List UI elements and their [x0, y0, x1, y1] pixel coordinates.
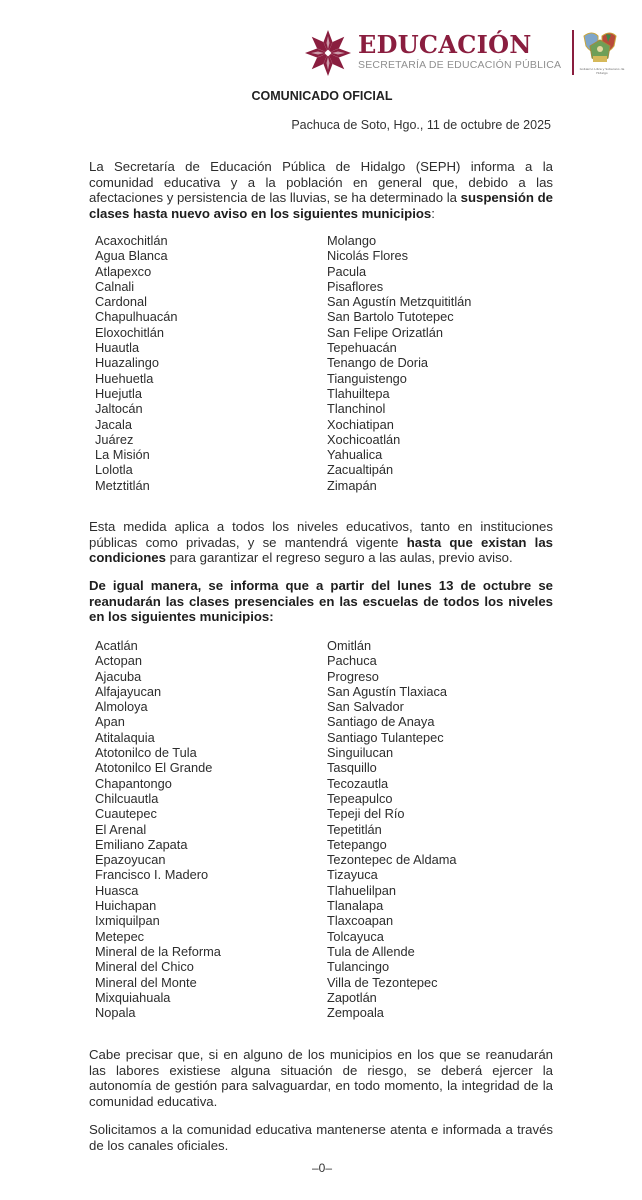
- municipality-item: Tecozautla: [327, 775, 389, 791]
- municipality-item: Acaxochitlán: [95, 233, 168, 248]
- intro-end: :: [431, 205, 435, 221]
- end-mark: –0–: [311, 1161, 333, 1175]
- risk-note: Cabe precisar que, si en alguno de los municipios en los que se reanudarán las labores existiese alguna situación de riesgo, se deberá ejercer la autonomía de gestión para salvaguardar, en todo momento, la integridad de la comunidad educativa.: [89, 1047, 553, 1109]
- municipality-item: Acatlán: [95, 638, 138, 653]
- municipality-item: Jaltocán: [95, 401, 143, 417]
- municipality-item: Tezontepec de Aldama: [327, 852, 457, 868]
- municipality-item: San Felipe Orizatlán: [327, 324, 443, 340]
- municipality-item: Atitalaquia: [95, 729, 155, 745]
- municipality-item: Tlanchinol: [327, 401, 386, 417]
- municipality-item: Tlanalapa: [327, 898, 384, 914]
- municipality-item: Villa de Tezontepec: [327, 974, 438, 990]
- measure-text: Esta medida aplica a todos los niveles educativos, tanto en instituciones públicas como privadas, y se mantendrá vigente: [89, 519, 553, 550]
- municipality-item: Alfajayucan: [95, 683, 162, 699]
- municipality-item: Mineral del Monte: [95, 974, 197, 990]
- brand-subtitle: SECRETARÍA DE EDUCACIÓN PÚBLICA: [358, 59, 562, 71]
- municipality-item: Tulancingo: [327, 959, 390, 975]
- municipality-item: Yahualica: [327, 447, 383, 463]
- resumed-list-col2: [327, 638, 456, 1020]
- closing-paragraph: Solicitamos a la comunidad educativa mantenerse atenta e informada a través de los canales oficiales.: [89, 1122, 553, 1153]
- municipality-item: Pacula: [327, 263, 367, 279]
- municipality-item: Huejutla: [95, 385, 142, 401]
- municipality-item: Atotonilco El Grande: [95, 760, 213, 776]
- municipality-item: Nicolás Flores: [327, 248, 409, 264]
- municipality-item: Omitlán: [327, 638, 372, 653]
- municipality-item: Chilcuautla: [95, 790, 159, 806]
- municipality-item: Atlapexco: [95, 263, 152, 279]
- municipality-item: Tianguistengo: [327, 370, 407, 386]
- municipality-item: Huautla: [95, 340, 140, 356]
- municipality-item: Cardonal: [95, 294, 147, 310]
- municipality-item: Tetepango: [327, 836, 387, 852]
- measure-bold-text: hasta que existan las condiciones: [89, 534, 554, 565]
- municipality-item: Singuilucan: [327, 745, 394, 761]
- municipality-item: Emiliano Zapata: [95, 836, 188, 852]
- municipality-item: Tasquillo: [327, 760, 377, 776]
- municipality-item: Atotonilco de Tula: [95, 745, 197, 761]
- municipality-item: Almoloya: [95, 699, 148, 715]
- measure-end: para garantizar el regreso seguro a las aulas, previo aviso.: [165, 550, 513, 565]
- header-divider: [572, 30, 574, 75]
- municipality-item: Epazoyucan: [95, 852, 166, 868]
- hidalgo-coat-of-arms-icon: [580, 28, 620, 68]
- shield-caption: Gobierno Libre y Soberano de Hidalgo: [579, 67, 625, 75]
- municipality-item: Tepeji del Río: [327, 806, 405, 822]
- star-logo-icon: [303, 28, 353, 78]
- municipality-item: Zempoala: [327, 1005, 384, 1021]
- municipality-item: Ixmiquilpan: [95, 913, 160, 929]
- municipality-item: Tlahuiltepa: [327, 385, 390, 401]
- intro-text: La Secretaría de Educación Pública de Hidalgo (SEPH) informa a la comunidad educativa y a la población en general que, debido a las afectaciones y persistencia de las lluvias, se ha determinado la: [89, 159, 553, 205]
- municipality-item: Lolotla: [95, 462, 133, 478]
- municipality-item: Huazalingo: [95, 355, 160, 371]
- municipality-item: Francisco I. Madero: [95, 867, 209, 883]
- municipality-item: Tlahuelilpan: [327, 882, 397, 898]
- dateline: Pachuca de Soto, Hgo., 11 de octubre de 2025: [291, 118, 551, 132]
- municipality-item: Huichapan: [95, 898, 157, 914]
- municipality-item: Pisaflores: [327, 278, 384, 294]
- municipality-item: Metztitlán: [95, 477, 150, 493]
- municipality-item: Tepeapulco: [327, 790, 393, 806]
- municipality-item: Zimapán: [327, 477, 377, 493]
- municipality-item: Actopan: [95, 653, 142, 669]
- municipality-item: Ajacuba: [95, 668, 142, 684]
- municipality-item: Metepec: [95, 928, 145, 944]
- municipality-item: Mineral del Chico: [95, 959, 194, 975]
- municipality-item: Zapotlán: [327, 989, 377, 1005]
- municipality-item: Apan: [95, 714, 125, 730]
- resume-notice: De igual manera, se informa que a partir del lunes 13 de octubre se reanudarán las clases presenciales en las escuelas de todos los niveles en los siguientes municipios:: [89, 578, 553, 624]
- municipality-item: Santiago Tulantepec: [327, 729, 444, 745]
- municipality-item: Progreso: [327, 668, 379, 684]
- municipality-item: Huehuetla: [95, 370, 154, 386]
- municipality-item: Tlaxcoapan: [327, 913, 394, 929]
- municipality-item: Huasca: [95, 882, 139, 898]
- municipality-item: Mineral de la Reforma: [95, 943, 221, 959]
- municipality-item: Pachuca: [327, 653, 377, 669]
- document-title: COMUNICADO OFICIAL: [251, 89, 393, 103]
- measure-paragraph: [89, 519, 553, 566]
- resumed-list-col1: [95, 638, 221, 1020]
- municipality-item: San Bartolo Tutotepec: [327, 309, 454, 325]
- brand-title: EDUCACIÓN: [358, 30, 532, 59]
- intro-paragraph: [89, 159, 553, 221]
- municipality-item: Tolcayuca: [327, 928, 384, 944]
- intro-bold-text: suspensión de clases hasta nuevo aviso en los siguientes municipios: [89, 190, 553, 221]
- municipality-item: Chapulhuacán: [95, 309, 178, 325]
- suspended-list-col1: [95, 233, 178, 493]
- municipality-item: Xochicoatlán: [327, 431, 401, 447]
- municipality-item: San Agustín Metzquititlán: [327, 294, 472, 310]
- municipality-item: Santiago de Anaya: [327, 714, 435, 730]
- municipality-item: Eloxochitlán: [95, 324, 165, 340]
- municipality-item: Tizayuca: [327, 867, 378, 883]
- municipality-item: Tepetitlán: [327, 821, 382, 837]
- municipality-item: La Misión: [95, 447, 150, 463]
- municipality-item: Molango: [327, 233, 377, 248]
- municipality-item: Nopala: [95, 1005, 136, 1021]
- municipality-item: El Arenal: [95, 821, 147, 837]
- municipality-item: Jacala: [95, 416, 132, 432]
- municipality-item: San Agustín Tlaxiaca: [327, 683, 447, 699]
- municipality-item: Cuautepec: [95, 806, 157, 822]
- municipality-item: Tula de Allende: [327, 943, 415, 959]
- municipality-item: San Salvador: [327, 699, 404, 715]
- municipality-item: Agua Blanca: [95, 248, 168, 264]
- municipality-item: Xochiatipan: [327, 416, 394, 432]
- municipality-item: Mixquiahuala: [95, 989, 171, 1005]
- municipality-item: Zacualtipán: [327, 462, 394, 478]
- letterhead: [0, 0, 642, 90]
- municipality-item: Tepehuacán: [327, 340, 397, 356]
- municipality-item: Tenango de Doria: [327, 355, 429, 371]
- municipality-item: Calnali: [95, 278, 135, 294]
- suspended-list-col2: [327, 233, 471, 493]
- municipality-item: Chapantongo: [95, 775, 172, 791]
- municipality-item: Juárez: [95, 431, 134, 447]
